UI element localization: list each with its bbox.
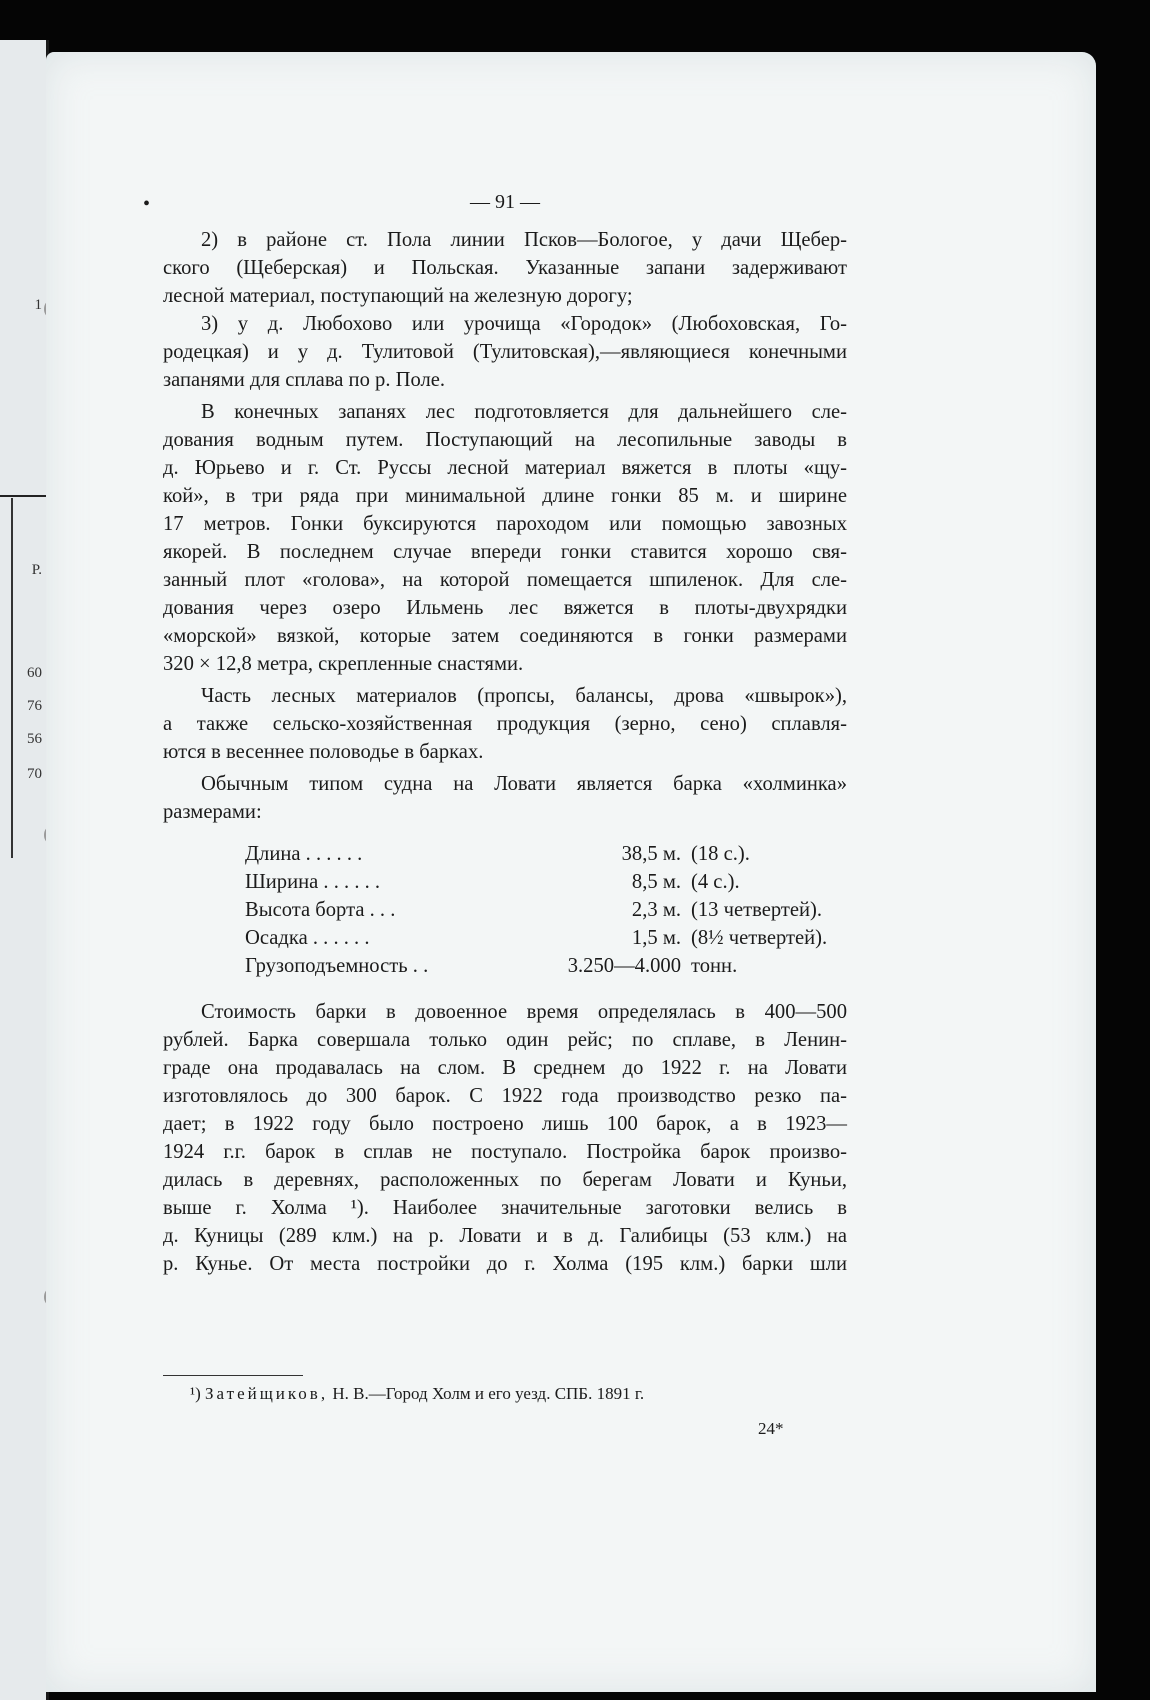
footnote-author: Затейщиков, <box>205 1384 329 1403</box>
text-line: лесной материал, поступающий на железную дорогу; <box>163 285 633 307</box>
text-line: р. Куньe. От места постройки до г. Холма (195 клм.) барки шли <box>163 1253 847 1275</box>
barge-dimensions-table <box>245 840 847 980</box>
left-page-fragment: Р. <box>31 562 42 578</box>
text-line: дования водным путем. Поступающий на лесопильные заводы в <box>163 429 847 451</box>
dimension-value: 3.250—4.000 <box>567 955 681 977</box>
text-line: запанями для сплава по р. Поле. <box>163 369 446 391</box>
dimension-name: Длина . . . . . . <box>245 843 363 865</box>
text-line: кой», в три ряда при минимальной длине гонки 85 м. и ширине <box>163 485 847 507</box>
dimension-value: 1,5 м. <box>631 927 681 949</box>
dimension-value: 8,5 м. <box>631 871 681 893</box>
dimension-row <box>245 924 847 952</box>
left-page-fragment: 1 <box>34 297 42 313</box>
text-line: В конечных запанях лес подготовляется для дальнейшего сле- <box>201 401 847 423</box>
page-number: — 91 — <box>470 191 540 213</box>
text-line: рублей. Барка совершала только один рейс; по сплаве, в Ленин- <box>163 1029 847 1051</box>
paragraph <box>163 310 847 394</box>
text-line: дования через озеро Ильмень лес вяжется в плоты-двухрядки <box>163 597 847 619</box>
dimension-name: Грузоподъемность . . <box>245 955 429 977</box>
text-line: ского (Щеберская) и Польская. Указанные запани задерживают <box>163 257 847 279</box>
dimension-note: (4 с.). <box>691 871 740 893</box>
text-line: Стоимость барки в довоенное время определялась в 400—500 <box>201 1001 847 1023</box>
dimension-note: (13 четвертей). <box>691 899 823 921</box>
left-page-fragment: 76 <box>27 698 42 714</box>
text-line: занный плот «голова», на которой помещается шпиленок. Для сле- <box>163 569 847 591</box>
text-line: дилась в деревнях, расположенных по берегам Ловати и Куньи, <box>163 1169 847 1191</box>
left-page-table-rule <box>0 495 46 497</box>
paragraph <box>163 770 847 826</box>
dimension-value: 2,3 м. <box>631 899 681 921</box>
signature-mark: 24* <box>758 1419 784 1438</box>
text-line: 3) у д. Любохово или урочища «Городок» (Любоховская, Го- <box>201 313 847 335</box>
dimension-row <box>245 952 847 980</box>
paragraph <box>163 998 847 1278</box>
text-line: д. Юрьево и г. Ст. Руссы лесной материал вяжется в плоты «щу- <box>163 457 847 479</box>
left-page-table-line <box>11 498 13 858</box>
dimension-name: Высота борта . . . <box>245 899 396 921</box>
text-line: 17 метров. Гонки буксируются пароходом или помощью завозных <box>163 513 847 535</box>
left-page-fragment: 56 <box>27 731 42 747</box>
dimension-note: (18 с.). <box>691 843 750 865</box>
body-text <box>163 226 847 1278</box>
dimension-note: (8½ четвертей). <box>691 927 828 949</box>
footnote-text: Н. В.—Город Холм и его уезд. СПБ. 1891 г. <box>332 1384 645 1403</box>
text-line: Обычным типом судна на Ловати является барка «холминка» <box>201 773 847 795</box>
dimension-row <box>245 840 847 868</box>
dimension-row <box>245 868 847 896</box>
text-line: 1924 г.г. барок в сплав не поступало. Постройка барок произво- <box>163 1141 847 1163</box>
text-line: ются в весеннее половодье в барках. <box>163 741 484 763</box>
footnote-rule <box>163 1375 303 1376</box>
left-page-fragment: 70 <box>27 766 42 782</box>
book-page <box>46 52 1096 1692</box>
left-page-fragment: 60 <box>27 665 42 681</box>
dimension-row <box>245 896 847 924</box>
stray-mark: • <box>143 193 151 215</box>
paragraph <box>163 682 847 766</box>
text-line: размерами: <box>163 801 262 823</box>
text-line: д. Куницы (289 клм.) на р. Ловати и в д. Галибицы (53 клм.) на <box>163 1225 847 1247</box>
text-line: 320 × 12,8 метра, скрепленные снастями. <box>163 653 524 675</box>
left-page-edge <box>0 40 49 1700</box>
text-line: дает; в 1922 году было построено лишь 100 барок, а в 1923— <box>163 1113 847 1135</box>
paragraph <box>163 226 847 310</box>
dimension-name: Ширина . . . . . . <box>245 871 381 893</box>
text-line: Часть лесных материалов (пропсы, балансы, дрова «швырок»), <box>201 685 847 707</box>
text-line: родецкая) и у д. Тулитовой (Тулитовская),—являющиеся конечными <box>163 341 847 363</box>
paragraph <box>163 398 847 678</box>
text-line: а также сельско-хозяйственная продукция (зерно, сено) сплавля- <box>163 713 847 735</box>
footnote-marker: ¹) <box>190 1384 201 1403</box>
text-line: «морской» вязкой, которые затем соединяются в гонки размерами <box>163 625 847 647</box>
dimension-value: 38,5 м. <box>621 843 681 865</box>
dimension-note: тонн. <box>691 955 738 977</box>
text-line: якорей. В последнем случае впереди гонки ставится хорошо свя- <box>163 541 847 563</box>
text-line: граде она продавалась на слом. В среднем до 1922 г. на Ловати <box>163 1057 847 1079</box>
text-line: 2) в районе ст. Пола линии Псков—Бологое, у дачи Щебер- <box>201 229 847 251</box>
footnote <box>190 1382 890 1406</box>
dimension-name: Осадка . . . . . . <box>245 927 370 949</box>
text-line: изготовлялось до 300 барок. С 1922 года производство резко па- <box>163 1085 847 1107</box>
text-line: выше г. Холма ¹). Наиболее значительные заготовки велись в <box>163 1197 847 1219</box>
